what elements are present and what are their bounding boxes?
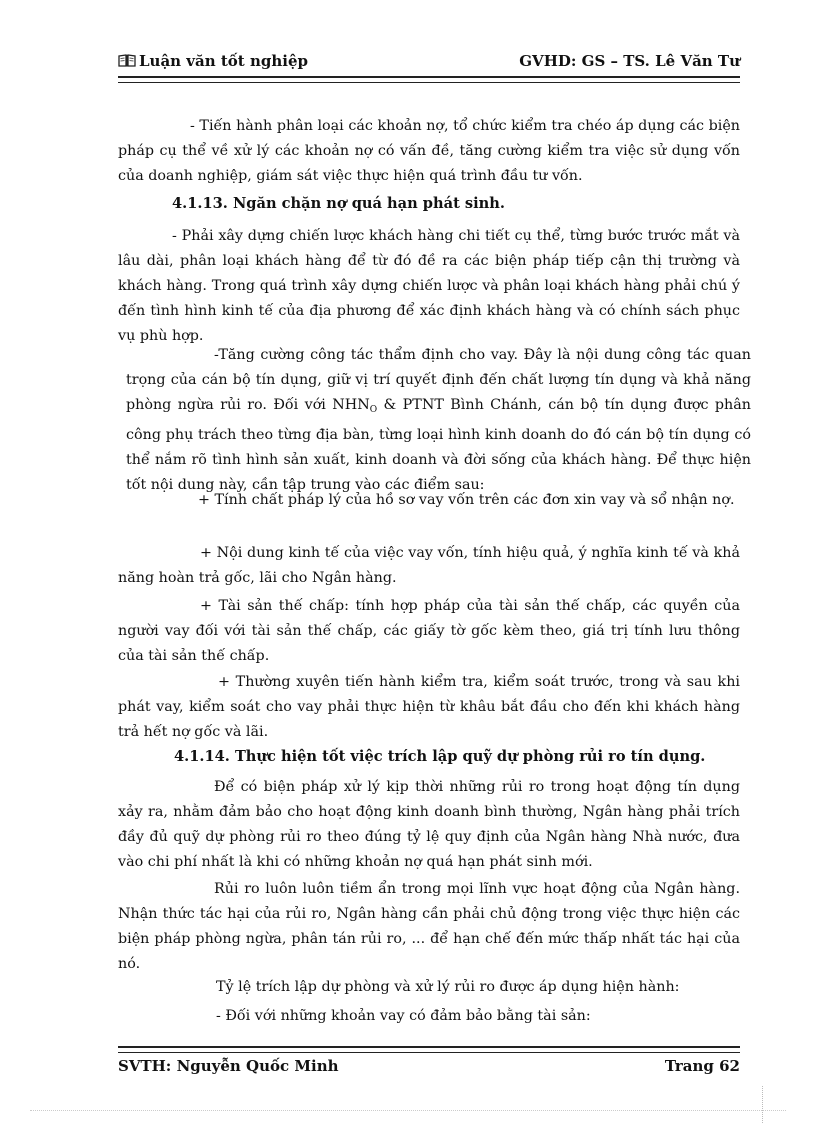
paragraph-11: - Đối với những khoản vay có đảm bảo bằng tài sản: (216, 1008, 591, 1024)
paragraph-10: Tỷ lệ trích lập dự phòng và xử lý rủi ro được áp dụng hiện hành: (216, 979, 680, 995)
page-edge-horizontal (30, 1110, 786, 1111)
paragraph-3 (126, 343, 751, 498)
page-footer (118, 1040, 740, 1080)
paragraph-2: - Phải xây dựng chiến lược khách hàng chi tiết cụ thể, từng bước trước mắt và lâu dài, phân loại khách hàng để từ đó đề ra các biện pháp tiếp cận thị trường và khách hàng. Trong quá trình xây dựng chiến lược và phân loại khách hàng phải chú ý đến tình hình kinh tế của địa phương để xác định khách hàng và có chính sách phục vụ phù hợp. (118, 228, 740, 344)
paragraph-5: + Nội dung kinh tế của việc vay vốn, tính hiệu quả, ý nghĩa kinh tế và khả năng hoàn trả gốc, lãi cho Ngân hàng. (118, 545, 740, 586)
paragraph-8: Để có biện pháp xử lý kịp thời những rủi ro trong hoạt động tín dụng xảy ra, nhằm đảm bảo cho hoạt động kinh doanh bình thường, Ngân hàng phải trích đầy đủ quỹ dự phòng rủi ro theo đúng tỷ lệ quy định của Ngân hàng Nhà nước, đưa vào chi phí nhất là khi có những khoản nợ quá hạn phát sinh mới. (118, 779, 740, 870)
heading-4-1-13: 4.1.13. Ngăn chặn nợ quá hạn phát sinh. (172, 195, 505, 212)
paragraph-7: + Thường xuyên tiến hành kiểm tra, kiểm soát trước, trong và sau khi phát vay, kiểm soát cho vay phải thực hiện từ khâu bắt đầu cho đến khi khách hàng trả hết nợ gốc và lãi. (118, 674, 740, 740)
paragraph-4: + Tính chất pháp lý của hồ sơ vay vốn trên các đơn xin vay và sổ nhận nợ. (198, 492, 735, 508)
open-book-icon (118, 54, 136, 67)
paragraph-1: - Tiến hành phân loại các khoản nợ, tổ chức kiểm tra chéo áp dụng các biện pháp cụ thể về xử lý các khoản nợ có vấn đề, tăng cường kiểm tra việc sử dụng vốn của doanh nghiệp, giám sát việc thực hiện quá trình đầu tư vốn. (118, 118, 740, 184)
header-rule (118, 76, 740, 83)
header-advisor: GVHD: GS – TS. Lê Văn Tư (519, 52, 740, 70)
header-title: Luận văn tốt nghiệp (139, 52, 308, 70)
heading-4-1-14: 4.1.14. Thực hiện tốt việc trích lập quỹ dự phòng rủi ro tín dụng. (174, 748, 706, 765)
page-edge-vertical (762, 1086, 763, 1123)
paragraph-3-part-a: -Tăng cường công tác thẩm định cho vay. Đây là nội dung công tác quan trọng của cán bộ tín dụng, giữ vị trí quyết định đến chất lượng tín dụng và khả năng phòng ngừa rủi ro. Đối với NHN (126, 347, 751, 413)
paragraph-6: + Tài sản thế chấp: tính hợp pháp của tài sản thế chấp, các quyền của người vay đối với tài sản thế chấp, các giấy tờ gốc kèm theo, giá trị tính lưu thông của tài sản thế chấp. (118, 598, 740, 664)
paragraph-3-part-b: & PTNT Bình Chánh, cán bộ tín dụng được phân công phụ trách theo từng địa bàn, từng loại hình kinh doanh do đó cán bộ tín dụng có thể nắm rõ tình hình sản xuất, kinh doanh và đời sống của khách hàng. Để thực hiện tốt nội dung này, cần tập trung vào các điểm sau: (126, 397, 751, 493)
header-left (118, 52, 308, 70)
page-header (118, 46, 740, 86)
footer-page-number: Trang 62 (664, 1057, 740, 1075)
paragraph-3-subscript: O (369, 405, 378, 415)
footer-author: SVTH: Nguyễn Quốc Minh (118, 1057, 339, 1075)
footer-rule (118, 1046, 740, 1053)
paragraph-9: Rủi ro luôn luôn tiềm ẩn trong mọi lĩnh vực hoạt động của Ngân hàng. Nhận thức tác hại của rủi ro, Ngân hàng cần phải chủ động trong việc thực hiện các biện pháp phòng ngừa, phân tán rủi ro, ... để hạn chế đến mức thấp nhất tác hại của nó. (118, 881, 740, 972)
